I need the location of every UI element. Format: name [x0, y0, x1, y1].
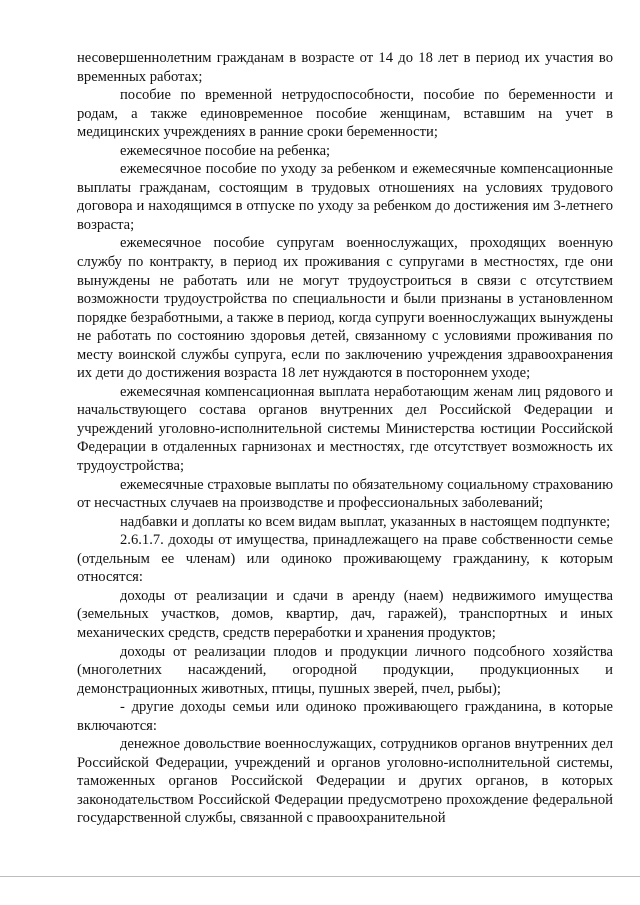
document-page — [77, 49, 613, 828]
paragraph-insurance-payments: ежемесячные страховые выплаты по обязательному социальному страхованию от несчастных случаев на производстве и профессиональных заболеваний; — [77, 476, 613, 512]
paragraph-military-spouse-benefit: ежемесячное пособие супругам военнослужащих, проходящих военную службу по контракту, в период их проживания с супругами в местностях, где они вынуждены не работать или не могут трудоустроиться в связи с отсутствием возможности трудоустройства по специальности и были признаны в установленном порядке безработными, а также в период, когда супруги военнослужащих вынуждены не работать по состоянию здоровья детей, связанному с условиями проживания по месту воинской службы супруга, если по заключению учреждения здравоохранения их дети до достижения возраста 18 лет нуждаются в постороннем уходе; — [77, 235, 613, 382]
paragraph-allowances: надбавки и доплаты ко всем видам выплат, указанных в настоящем подпункте; — [120, 513, 611, 530]
paragraph-real-estate-income: доходы от реализации и сдачи в аренду (наем) недвижимого имущества (земельных участков, домов, квартир, дач, гаражей), транспортных и иных механических средств, средств переработки и хранения продуктов; — [77, 587, 613, 641]
paragraph-property-income: 2.6.1.7. доходы от имущества, принадлежащего на праве собственности семье (отдельным ее членам) или одиноко проживающему гражданину, к которым относятся: — [77, 532, 613, 586]
paragraph-other-income: - другие доходы семьи или одиноко проживающего гражданина, в которые включаются: — [77, 699, 613, 734]
paragraph-temporary-disability-benefit: пособие по временной нетрудоспособности, пособие по беременности и родам, а также единовременное пособие женщинам, вставшим на учет в медицинских учреждениях в ранние сроки беременности; — [77, 87, 613, 141]
paragraph-childcare-benefit: ежемесячное пособие по уходу за ребенком и ежемесячные компенсационные выплаты гражданам, состоящим в трудовых отношениях на условиях трудового договора и находящимся в отпуске по уходу за ребенком до достижения им 3-летнего возраста; — [77, 161, 613, 233]
paragraph-household-income: доходы от реализации плодов и продукции личного подсобного хозяйства (многолетних насаждений, огородной продукции, продукционных и демонстрационных животных, птицы, пушных зверей, пчел, рыбы); — [77, 643, 613, 697]
paragraph-compensation-payment: ежемесячная компенсационная выплата неработающим женам лиц рядового и начальствующего состава органов внутренних дел Российской Федерации и учреждений уголовно-исполнительной системы Министерства юстиции Российской Федерации в отдаленных гарнизонах и местностях, где отсутствует возможность их трудоустройства; — [77, 383, 613, 475]
footer-divider — [0, 876, 640, 877]
paragraph-child-benefit: ежемесячное пособие на ребенка; — [120, 142, 331, 159]
paragraph-military-pay: денежное довольствие военнослужащих, сотрудников органов внутренних дел Российской Федерации, учреждений и органов уголовно-исполнительной системы, таможенных органов Российской Федерации и других органов, в которых законодательством Российской Федерации предусмотрено прохождение федеральной государственной службы, связанной с правоохранительной — [77, 736, 613, 827]
paragraph-continuation: несовершеннолетним гражданам в возрасте от 14 до 18 лет в период их участия во временных работах; — [77, 50, 613, 85]
